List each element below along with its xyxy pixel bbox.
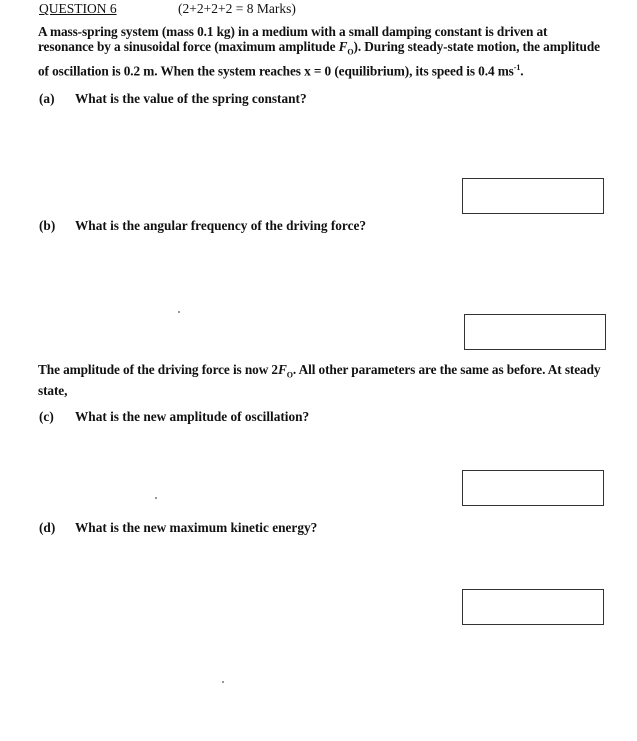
stray-dot [155,497,157,499]
part-a-label: (a) [39,91,55,106]
middle-line: state, [38,382,68,398]
part-b-label: (b) [39,218,56,233]
answer-box-d[interactable] [462,589,604,625]
answer-box-c[interactable] [462,470,604,506]
part-c-label: (c) [39,409,54,424]
force-symbol: F [277,362,287,377]
part-d-question: What is the new maximum kinetic energy? [75,520,318,535]
part-b-question: What is the angular frequency of the driving force? [75,218,367,233]
force-symbol: F [338,39,348,54]
stray-dot [222,681,224,683]
middle-line: The amplitude of the driving force is now 2 [38,362,278,377]
force-subscript: O [347,47,354,57]
part-d-label: (d) [39,520,56,535]
stray-dot [178,311,180,313]
intro-line: A mass-spring system (mass 0.1 kg) in a medium with a small damping constant is driven at [38,24,548,39]
intro-line: of oscillation is 0.2 m. When the system reaches x = 0 (equilibrium), its speed is 0.4 ms [38,63,514,79]
intro-line: ). During steady-state motion, the amplitude [353,39,600,54]
intro-paragraph [38,24,618,78]
marks-label: (2+2+2+2 = 8 Marks) [178,1,296,16]
intro-line: resonance by a sinusoidal force (maximum amplitude [38,39,339,54]
question-title: QUESTION 6 [39,1,117,16]
unit-superscript: -1 [513,62,521,72]
answer-box-b[interactable] [464,314,606,350]
middle-line: . All other parameters are the same as before. At steady [292,362,601,377]
part-c-question: What is the new amplitude of oscillation? [75,409,310,424]
intro-line: . [520,63,524,79]
answer-box-a[interactable] [462,178,604,214]
force-subscript: O [286,370,293,380]
middle-paragraph [38,362,618,398]
part-a-question: What is the value of the spring constant? [75,91,307,106]
